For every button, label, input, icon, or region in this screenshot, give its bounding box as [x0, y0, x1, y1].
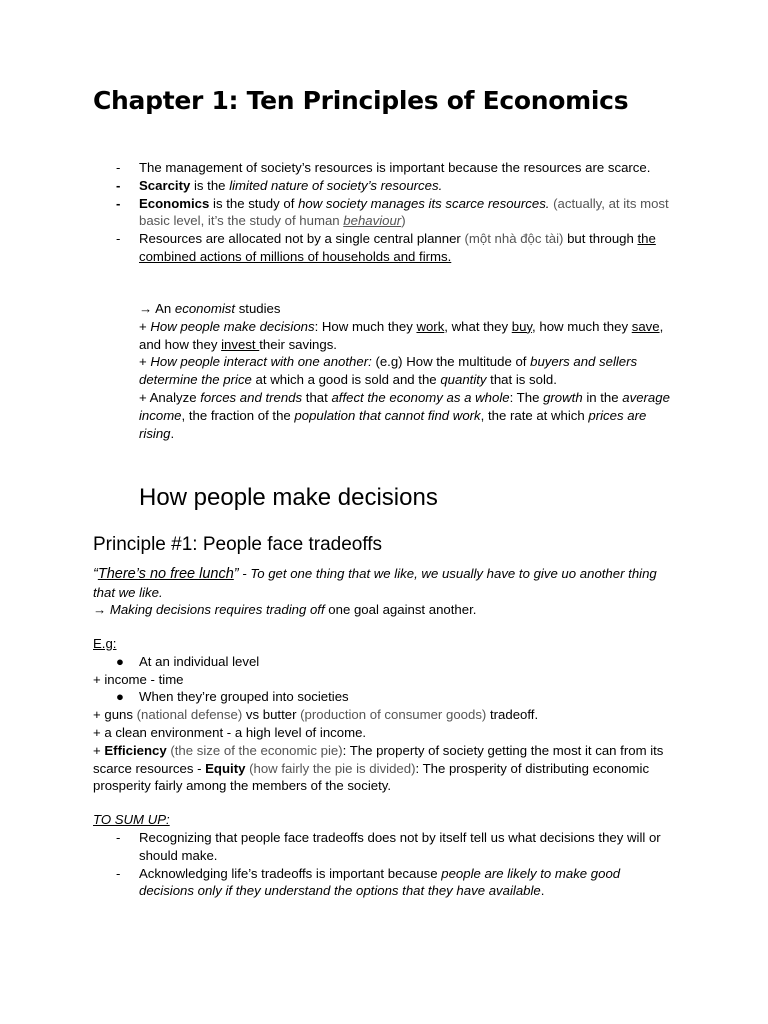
economist-studies-block [139, 300, 684, 442]
sum-item-2-end: . [540, 883, 545, 899]
vietnamese-note: (một nhà độc tài) [464, 231, 564, 247]
studies-arrow: → An [139, 301, 175, 316]
economist-word: economist [174, 301, 236, 316]
studies-2-text-d: , and how they [139, 318, 664, 352]
principle-body [93, 565, 673, 619]
dash-marker: - [116, 160, 121, 175]
dash-marker: - [116, 177, 121, 193]
intro-item-2-italic: limited nature of society’s resources. [229, 177, 443, 193]
invest-word: invest [221, 336, 260, 352]
intro-item-3-note-end: ) [401, 213, 406, 229]
intro-item-2-text: is the [190, 177, 230, 193]
buy-word: buy [511, 318, 533, 334]
dash-marker: - [116, 865, 121, 881]
studies-4-text-b: that [302, 389, 332, 405]
studies-3-text-b: at which a good is sold and the [251, 372, 441, 388]
studies-2-text: : How much they [314, 318, 417, 334]
intro-item-4 [116, 230, 678, 266]
growth-word: growth [543, 389, 583, 405]
eg-bullet-1 [93, 653, 673, 671]
save-word: save [631, 318, 660, 334]
intro-item-3-italic: how society manages its scarce resources. [298, 195, 550, 211]
population-phrase: population that cannot find work [294, 407, 481, 423]
intro-item-1-text: The management of society’s resources is important because the resources are scarce. [139, 160, 651, 175]
behaviour-word: behaviour [343, 213, 402, 229]
dash-marker: - [116, 195, 121, 211]
eg-line-3: + a clean environment - a high level of income. [93, 724, 367, 740]
equity-note: (how fairly the pie is divided) [245, 760, 416, 776]
scarcity-term: Scarcity [139, 177, 191, 193]
eg-line-4 [93, 742, 673, 795]
national-defense-note: (national defense) [136, 707, 243, 723]
studies-4-text-d: in the [582, 389, 623, 405]
prices-phrase: prices are rising [139, 407, 647, 441]
intro-item-3 [116, 195, 678, 231]
eg-bullet-2 [93, 688, 673, 706]
intro-item-3-text: is the study of [209, 195, 299, 211]
intro-item-3-note: (actually, at its most basic level, it’s the study of human [139, 195, 669, 229]
studies-2-text-e: their savings. [259, 336, 337, 352]
examples-block [93, 635, 673, 795]
quantity-word: quantity [440, 372, 487, 388]
decisions-phrase: How people make decisions [150, 318, 315, 334]
plus-marker: + [139, 318, 151, 334]
studies-4-text-c: : The [509, 389, 544, 405]
intro-item-1 [116, 159, 678, 177]
close-quote: ” [233, 566, 239, 582]
studies-line-2 [139, 318, 684, 354]
efficiency-note: (the size of the economic pie) [166, 742, 343, 758]
tradeoff-word: tradeoff. [486, 707, 539, 723]
sum-item-2-text: Acknowledging life’s tradeoffs is important because [139, 865, 442, 881]
equity-term: Equity [205, 760, 246, 776]
tradeoff-phrase: Making decisions requires trading off [109, 602, 325, 617]
efficiency-definition: : The property of society getting the most it can from its scarce resources - [93, 742, 664, 776]
sum-item-1-text: Recognizing that people face tradeoffs does not by itself tell us what decisions they will or should make. [139, 830, 661, 863]
eg-line-1: + income - time [93, 671, 184, 687]
eg-label: E.g: [93, 636, 117, 651]
guns-text: + guns [93, 707, 137, 723]
quote-explanation: - To get one thing that we like, we usually have to give uo another thing that we like. [93, 566, 657, 600]
buyers-sellers-phrase: buyers and sellers determine the price [139, 354, 638, 388]
butter-text: vs butter [242, 707, 301, 723]
quote-line [93, 565, 673, 601]
sum-item-2-italic: people are likely to make good decisions only if they understand the options that they have available [139, 865, 621, 899]
sum-item-2 [116, 865, 678, 901]
studies-3-text-c: that is sold. [486, 372, 557, 388]
studies-4-text-e: , the fraction of the [181, 407, 295, 423]
eg-line-2 [93, 706, 673, 724]
open-quote: “ [93, 566, 98, 582]
plus-marker: + [93, 742, 105, 758]
eg-bullet-2-text: When they’re grouped into societies [139, 689, 349, 705]
consumer-goods-note: (production of consumer goods) [300, 707, 487, 723]
chapter-title: Chapter 1: Ten Principles of Economics [93, 86, 629, 115]
income-phrase: average income [139, 389, 670, 423]
dash-marker: - [116, 830, 121, 845]
sum-up-label: TO SUM UP: [93, 812, 170, 827]
intro-item-4-underlined: the combined actions of millions of households and firms. [139, 231, 656, 264]
intro-list [116, 159, 678, 266]
economics-term: Economics [139, 195, 210, 211]
no-free-lunch-phrase: There’s no free lunch [97, 566, 234, 582]
arrow-marker: → [93, 602, 110, 617]
efficiency-term: Efficiency [104, 742, 167, 758]
intro-item-4-text: Resources are allocated not by a single central planner [139, 231, 465, 247]
studies-line-4 [139, 389, 684, 442]
tradeoff-text: one goal against another. [324, 602, 477, 617]
section-heading: How people make decisions [139, 484, 438, 511]
studies-3-text: (e.g) How the multitude of [371, 354, 531, 370]
tradeoff-line [93, 601, 673, 619]
interact-phrase: How people interact with one another: [150, 354, 372, 370]
studies-4-text: + Analyze [139, 389, 201, 405]
principle-heading: Principle #1: People face tradeoffs [93, 534, 383, 555]
intro-item-2 [116, 177, 678, 195]
bullet-dot: ● [116, 689, 124, 705]
studies-4-text-g: . [170, 425, 175, 441]
work-word: work [416, 318, 445, 334]
intro-item-4-text-2: but through [563, 231, 638, 247]
studies-2-text-c: , how much they [532, 318, 632, 334]
equity-definition: : The prosperity of distributing economic prosperity fairly among the members of the society. [93, 760, 650, 794]
studies-line-3 [139, 353, 684, 389]
forces-phrase: forces and trends [200, 389, 303, 405]
sum-up-list [116, 829, 678, 900]
studies-2-text-b: , what they [444, 318, 512, 334]
studies-line-1 [139, 300, 684, 318]
studies-4-text-f: , the rate at which [480, 407, 589, 423]
studies-word: studies [235, 301, 281, 316]
economy-phrase: affect the economy as a whole [331, 389, 510, 405]
eg-bullet-1-text: At an individual level [139, 653, 260, 669]
bullet-dot: ● [116, 653, 124, 669]
plus-marker: + [139, 354, 151, 370]
sum-item-1 [116, 829, 678, 865]
dash-marker: - [116, 231, 121, 247]
